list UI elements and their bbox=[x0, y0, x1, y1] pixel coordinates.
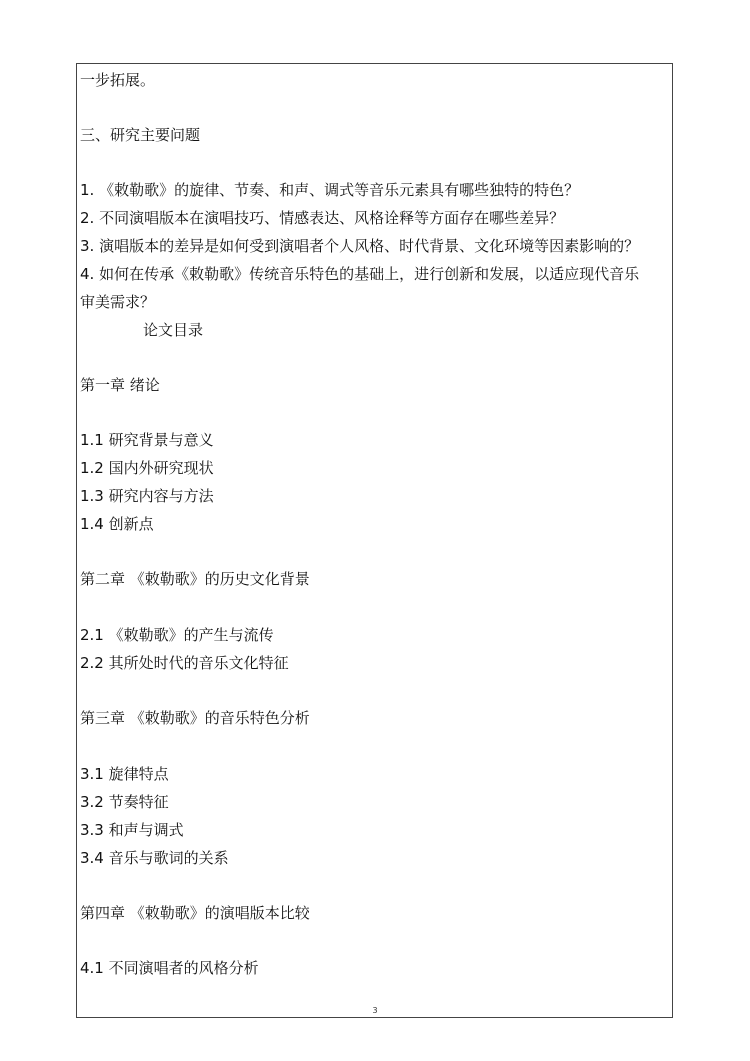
toc-item-3-4: 3.4 音乐与歌词的关系 bbox=[80, 849, 229, 867]
chapter-4-title: 第四章 《敕勒歌》的演唱版本比较 bbox=[80, 904, 310, 922]
page-number: 3 bbox=[372, 1006, 378, 1015]
toc-item-4-1: 4.1 不同演唱者的风格分析 bbox=[80, 959, 259, 977]
question-1: 1. 《敕勒歌》的旋律、节奏、和声、调式等音乐元素具有哪些独特的特色？ bbox=[80, 181, 580, 199]
toc-item-1-4: 1.4 创新点 bbox=[80, 515, 154, 533]
toc-title: 论文目录 bbox=[143, 321, 204, 339]
toc-item-2-1: 2.1 《敕勒歌》的产生与流传 bbox=[80, 626, 274, 644]
continuation-text: 一步拓展。 bbox=[80, 71, 156, 89]
chapter-3-title: 第三章 《敕勒歌》的音乐特色分析 bbox=[80, 709, 310, 727]
toc-item-3-1: 3.1 旋律特点 bbox=[80, 765, 169, 783]
page-border bbox=[76, 63, 673, 1018]
question-4: 4. 如何在传承《敕勒歌》传统音乐特色的基础上，进行创新和发展，以适应现代音乐 bbox=[80, 265, 640, 283]
question-3: 3. 演唱版本的差异是如何受到演唱者个人风格、时代背景、文化环境等因素影响的？ bbox=[80, 237, 640, 255]
question-4-continued: 审美需求？ bbox=[80, 293, 156, 311]
toc-item-1-1: 1.1 研究背景与意义 bbox=[80, 431, 214, 449]
toc-item-1-2: 1.2 国内外研究现状 bbox=[80, 459, 214, 477]
toc-item-3-3: 3.3 和声与调式 bbox=[80, 821, 184, 839]
toc-item-2-2: 2.2 其所处时代的音乐文化特征 bbox=[80, 654, 289, 672]
question-2: 2. 不同演唱版本在演唱技巧、情感表达、风格诠释等方面存在哪些差异？ bbox=[80, 209, 565, 227]
chapter-1-title: 第一章 绪论 bbox=[80, 376, 160, 394]
chapter-2-title: 第二章 《敕勒歌》的历史文化背景 bbox=[80, 570, 310, 588]
toc-item-3-2: 3.2 节奏特征 bbox=[80, 793, 169, 811]
toc-item-1-3: 1.3 研究内容与方法 bbox=[80, 487, 214, 505]
section-heading: 三、研究主要问题 bbox=[80, 126, 201, 144]
